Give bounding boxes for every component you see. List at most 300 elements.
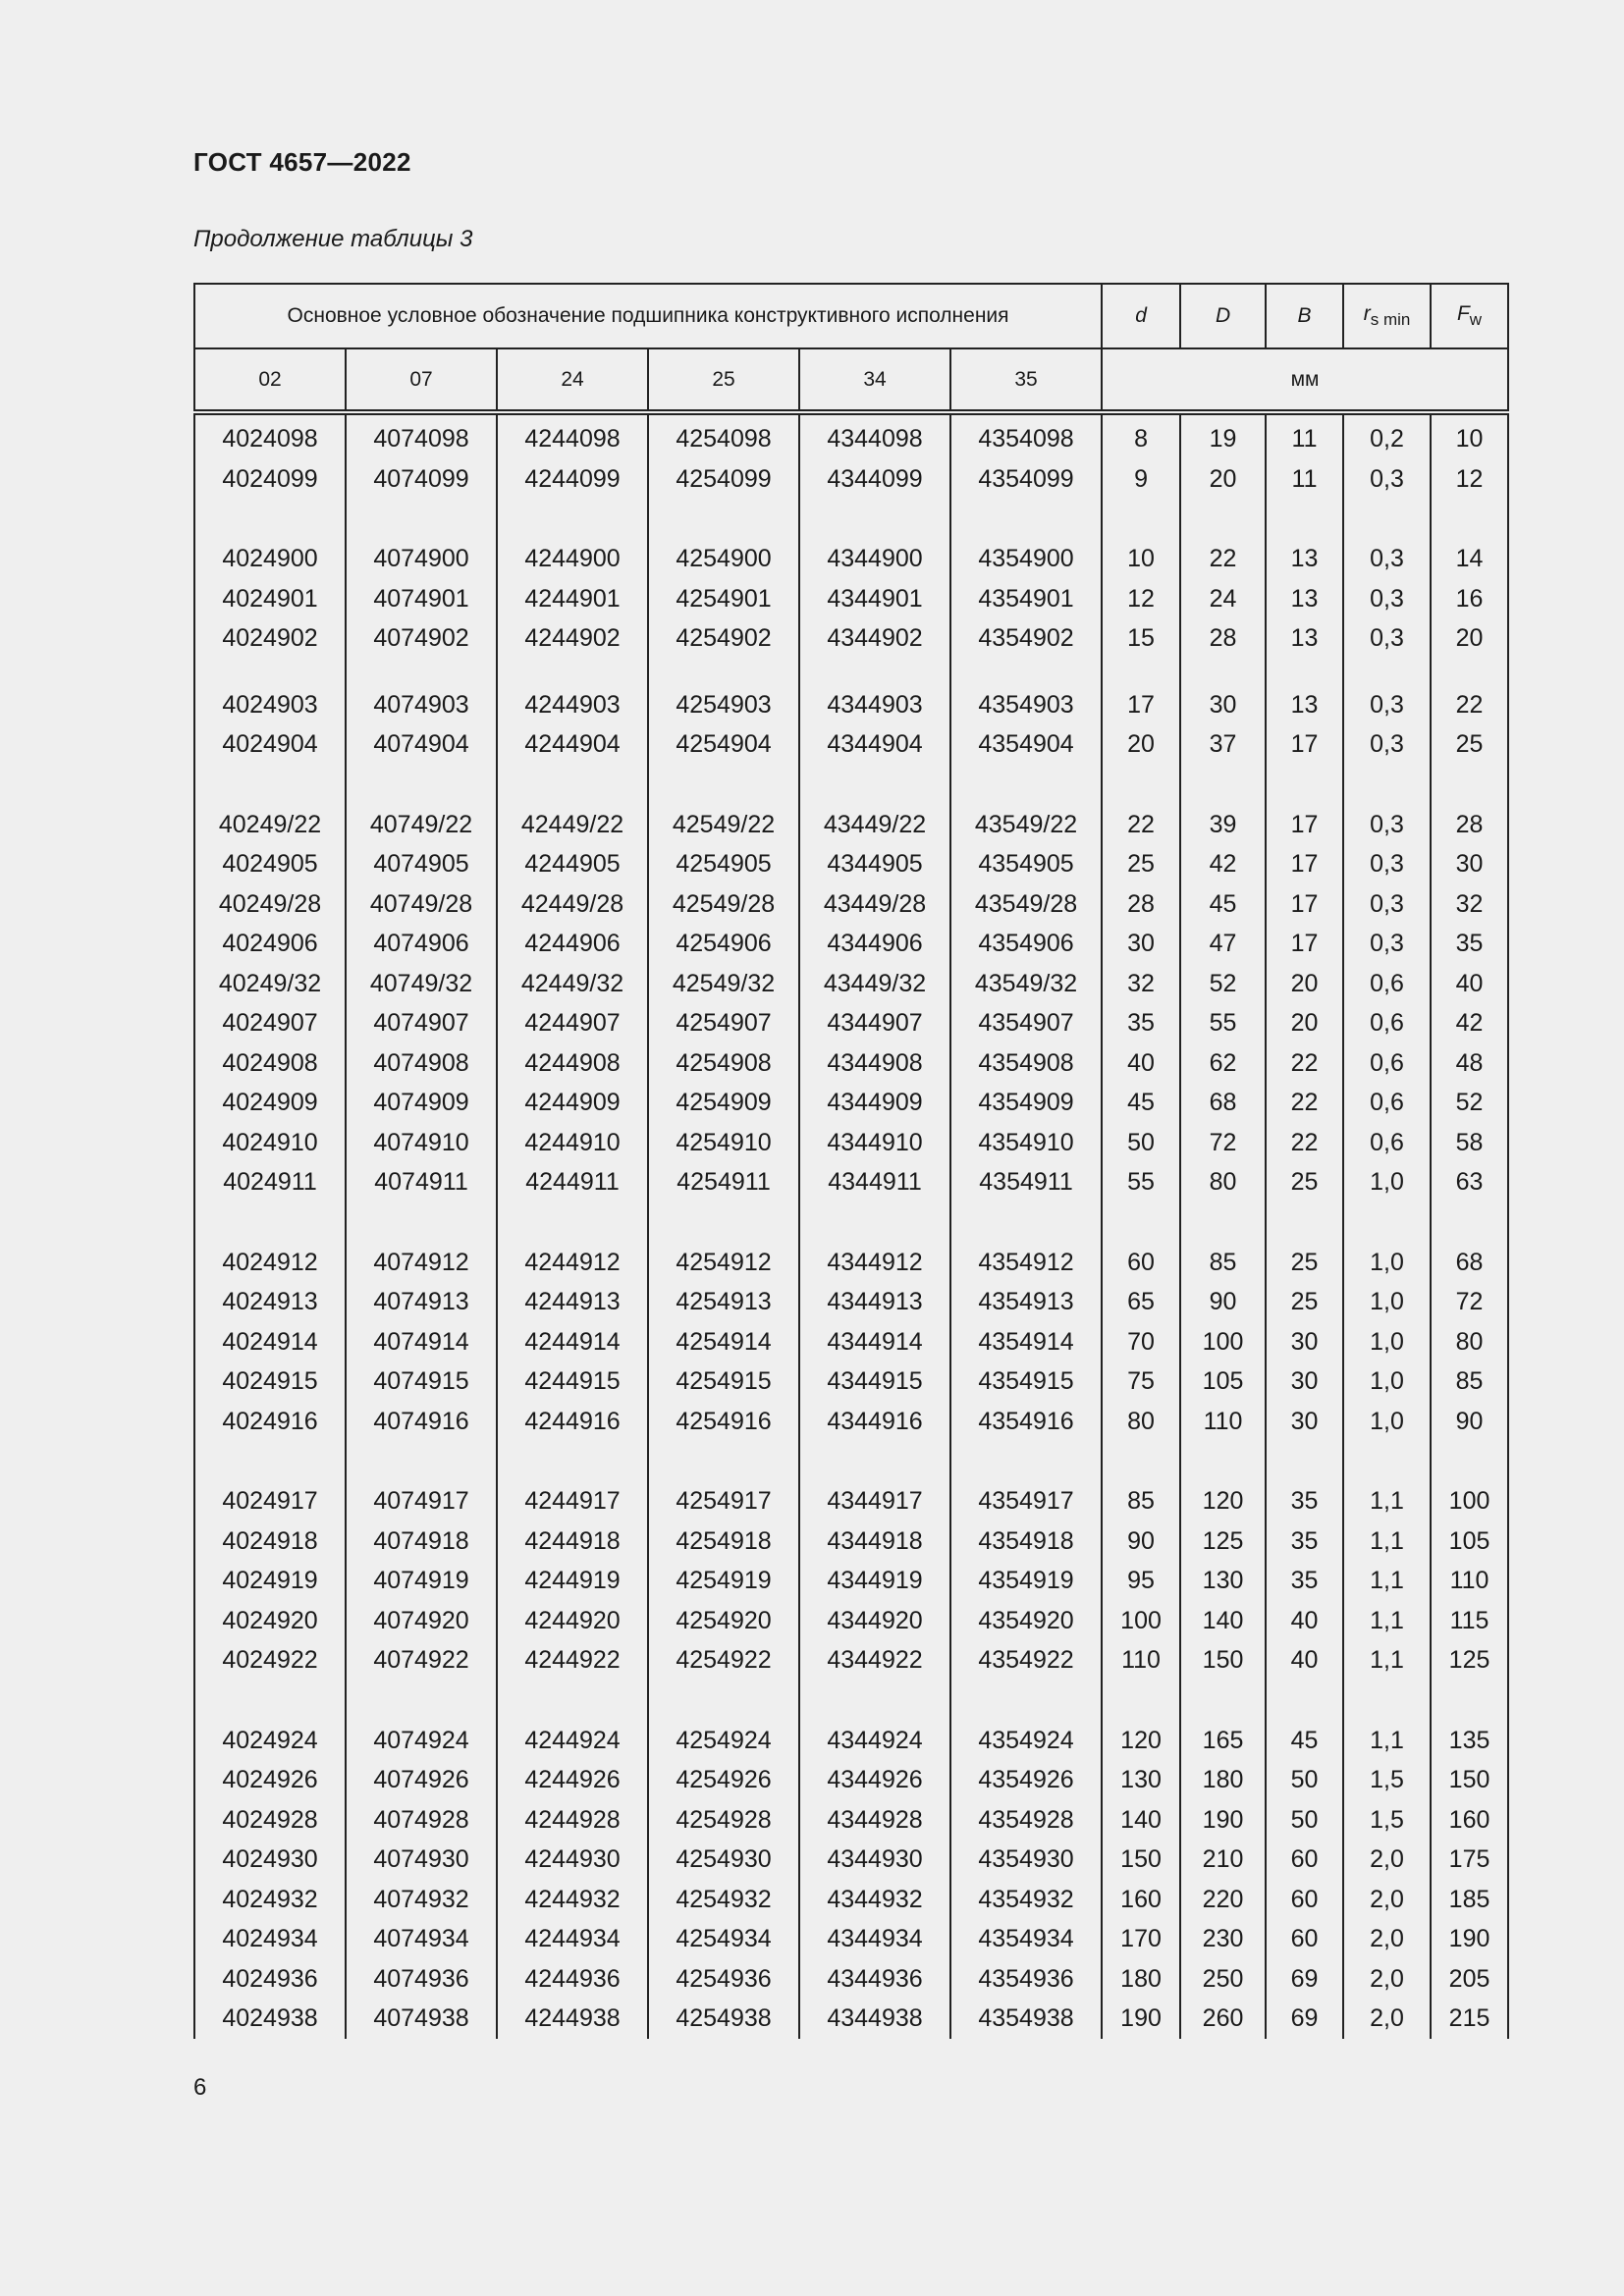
dimension-cell: 55 [1180,1003,1266,1043]
designation-cell: 4344917 [799,1481,950,1522]
designation-cell: 40749/28 [346,884,497,925]
designation-cell: 4074920 [346,1601,497,1641]
dimension-cell: 20 [1431,618,1508,659]
designation-cell: 4024913 [194,1282,346,1322]
designation-cell: 4254907 [648,1003,799,1043]
header-rs-min [1343,284,1431,348]
dimension-cell: 22 [1431,685,1508,725]
designation-cell: 4024900 [194,539,346,579]
spacer-cell [950,499,1102,539]
designation-cell: 4024909 [194,1083,346,1123]
dimension-cell: 1,5 [1343,1800,1431,1841]
spacer-cell [950,1681,1102,1721]
table-row [194,1840,1508,1880]
designation-cell: 4254910 [648,1123,799,1163]
dimension-cell: 80 [1431,1322,1508,1362]
dimension-cell: 1,0 [1343,1402,1431,1442]
dimension-cell: 62 [1180,1043,1266,1084]
dimension-cell: 13 [1266,539,1343,579]
designation-cell: 4344902 [799,618,950,659]
designation-cell: 4354099 [950,459,1102,500]
spacer-cell [950,765,1102,805]
dimension-cell: 0,3 [1343,884,1431,925]
designation-cell: 4244909 [497,1083,648,1123]
dimension-cell: 12 [1102,579,1180,619]
dimension-cell: 45 [1102,1083,1180,1123]
designation-cell: 4344905 [799,844,950,884]
designation-cell: 4344907 [799,1003,950,1043]
designation-cell: 4344916 [799,1402,950,1442]
dimension-cell: 25 [1266,1162,1343,1202]
designation-cell: 4074900 [346,539,497,579]
designation-cell: 4244902 [497,618,648,659]
designation-cell: 4254903 [648,685,799,725]
spacer-cell [346,659,497,685]
designation-cell: 4024910 [194,1123,346,1163]
designation-cell: 4354919 [950,1561,1102,1601]
designation-cell: 43449/28 [799,884,950,925]
dimension-cell: 1,1 [1343,1522,1431,1562]
designation-cell: 4244098 [497,412,648,459]
designation-cell: 4244901 [497,579,648,619]
table-row [194,685,1508,725]
dimension-cell: 110 [1431,1561,1508,1601]
dimension-cell: 72 [1431,1282,1508,1322]
spacer-cell [950,1202,1102,1243]
spacer-cell [346,765,497,805]
header-D: D [1180,284,1266,348]
designation-cell: 40249/22 [194,805,346,845]
designation-cell: 4244900 [497,539,648,579]
designation-cell: 4244916 [497,1402,648,1442]
spacer-cell [1180,1441,1266,1481]
designation-cell: 4344928 [799,1800,950,1841]
table-row [194,884,1508,925]
designation-cell: 4024916 [194,1402,346,1442]
spacer-cell [1266,659,1343,685]
dimension-cell: 48 [1431,1043,1508,1084]
spacer-cell [1102,499,1180,539]
designation-cell: 42449/32 [497,964,648,1004]
spacer-cell [346,499,497,539]
dimension-cell: 1,1 [1343,1561,1431,1601]
spacer-cell [799,1202,950,1243]
dimension-cell: 0,3 [1343,844,1431,884]
designation-cell: 4354906 [950,924,1102,964]
dimension-cell: 110 [1102,1640,1180,1681]
designation-cell: 4254930 [648,1840,799,1880]
designation-cell: 4254914 [648,1322,799,1362]
designation-cell: 4074934 [346,1919,497,1959]
designation-cell: 4074936 [346,1959,497,2000]
designation-cell: 4244936 [497,1959,648,2000]
designation-cell: 4024928 [194,1800,346,1841]
designation-cell: 4244903 [497,685,648,725]
designation-cell: 4344909 [799,1083,950,1123]
spacer-cell [950,659,1102,685]
table-row [194,579,1508,619]
dimension-cell: 14 [1431,539,1508,579]
designation-cell: 4024911 [194,1162,346,1202]
dimension-cell: 150 [1431,1760,1508,1800]
designation-cell: 40249/32 [194,964,346,1004]
row-spacer [194,1202,1508,1243]
designation-cell: 4024912 [194,1243,346,1283]
dimension-cell: 70 [1102,1322,1180,1362]
designation-cell: 4354905 [950,844,1102,884]
dimension-cell: 1,5 [1343,1760,1431,1800]
spacer-cell [497,1441,648,1481]
spacer-cell [497,1202,648,1243]
dimension-cell: 220 [1180,1880,1266,1920]
designation-cell: 4344900 [799,539,950,579]
dimension-cell: 0,3 [1343,539,1431,579]
dimension-cell: 260 [1180,1999,1266,2039]
designation-cell: 4074906 [346,924,497,964]
designation-cell: 4344098 [799,412,950,459]
dimension-cell: 0,3 [1343,924,1431,964]
dimension-cell: 1,0 [1343,1282,1431,1322]
designation-cell: 4074904 [346,724,497,765]
dimension-cell: 28 [1431,805,1508,845]
designation-cell: 4024915 [194,1362,346,1402]
dimension-cell: 0,6 [1343,1083,1431,1123]
designation-cell: 4244908 [497,1043,648,1084]
designation-cell: 4254919 [648,1561,799,1601]
designation-cell: 4244930 [497,1840,648,1880]
designation-cell: 4024924 [194,1721,346,1761]
designation-cell: 4024099 [194,459,346,500]
designation-cell: 4024932 [194,1880,346,1920]
dimension-cell: 105 [1180,1362,1266,1402]
dimension-cell: 125 [1431,1640,1508,1681]
dimension-cell: 25 [1266,1282,1343,1322]
designation-cell: 43549/22 [950,805,1102,845]
header-rs-sub: s min [1370,310,1411,329]
dimension-cell: 45 [1180,884,1266,925]
designation-cell: 4244919 [497,1561,648,1601]
designation-cell: 43449/32 [799,964,950,1004]
dimension-cell: 205 [1431,1959,1508,2000]
designation-cell: 4254932 [648,1880,799,1920]
designation-cell: 42449/22 [497,805,648,845]
designation-cell: 4024936 [194,1959,346,2000]
dimension-cell: 125 [1180,1522,1266,1562]
dimension-cell: 47 [1180,924,1266,964]
dimension-cell: 22 [1266,1123,1343,1163]
spacer-cell [1266,499,1343,539]
dimension-cell: 16 [1431,579,1508,619]
spacer-cell [194,499,346,539]
designation-cell: 4254909 [648,1083,799,1123]
designation-cell: 4024918 [194,1522,346,1562]
dimension-cell: 52 [1180,964,1266,1004]
dimension-cell: 180 [1102,1959,1180,2000]
designation-cell: 4074908 [346,1043,497,1084]
designation-cell: 4244914 [497,1322,648,1362]
designation-cell: 4074922 [346,1640,497,1681]
designation-cell: 4024905 [194,844,346,884]
designation-cell: 4074918 [346,1522,497,1562]
spacer-cell [497,499,648,539]
designation-cell: 4074932 [346,1880,497,1920]
designation-cell: 4024930 [194,1840,346,1880]
designation-cell: 4354909 [950,1083,1102,1123]
designation-cell: 43549/28 [950,884,1102,925]
dimension-cell: 55 [1102,1162,1180,1202]
table-row [194,1043,1508,1084]
dimension-cell: 85 [1180,1243,1266,1283]
spacer-cell [194,1441,346,1481]
dimension-cell: 150 [1180,1640,1266,1681]
table-row [194,724,1508,765]
designation-cell: 4344912 [799,1243,950,1283]
dimension-cell: 68 [1431,1243,1508,1283]
dimension-cell: 140 [1180,1601,1266,1641]
designation-cell: 4354903 [950,685,1102,725]
designation-cell: 4244928 [497,1800,648,1841]
designation-cell: 4354918 [950,1522,1102,1562]
designation-cell: 4254913 [648,1282,799,1322]
spacer-cell [1180,765,1266,805]
spacer-cell [1431,1441,1508,1481]
designation-cell: 4074902 [346,618,497,659]
dimension-cell: 17 [1266,844,1343,884]
designation-cell: 4074928 [346,1800,497,1841]
designation-cell: 42449/28 [497,884,648,925]
designation-cell: 4244099 [497,459,648,500]
table-row [194,1243,1508,1283]
designation-cell: 4244910 [497,1123,648,1163]
spacer-cell [346,1681,497,1721]
designation-cell: 4074903 [346,685,497,725]
spacer-cell [799,499,950,539]
dimension-cell: 120 [1180,1481,1266,1522]
designation-cell: 4344922 [799,1640,950,1681]
designation-cell: 4254901 [648,579,799,619]
table-row [194,1880,1508,1920]
dimension-cell: 42 [1180,844,1266,884]
dimension-cell: 37 [1180,724,1266,765]
dimension-cell: 30 [1266,1402,1343,1442]
dimension-cell: 175 [1431,1840,1508,1880]
designation-cell: 4354907 [950,1003,1102,1043]
designation-cell: 4354911 [950,1162,1102,1202]
designation-cell: 4354936 [950,1959,1102,2000]
designation-cell: 43549/32 [950,964,1102,1004]
designation-cell: 42549/22 [648,805,799,845]
designation-cell: 4244906 [497,924,648,964]
designation-cell: 4254904 [648,724,799,765]
table-row [194,1402,1508,1442]
spacer-cell [346,1441,497,1481]
designation-cell: 4254099 [648,459,799,500]
dimension-cell: 95 [1102,1561,1180,1601]
designation-cell: 4024902 [194,618,346,659]
designation-cell: 4254908 [648,1043,799,1084]
dimension-cell: 180 [1180,1760,1266,1800]
spacer-cell [1180,1681,1266,1721]
dimension-cell: 0,2 [1343,412,1431,459]
spacer-cell [194,765,346,805]
designation-cell: 4344919 [799,1561,950,1601]
bearing-table [193,283,1509,2039]
table-row [194,924,1508,964]
header-B: B [1266,284,1343,348]
designation-cell: 4254928 [648,1800,799,1841]
designation-cell: 4354934 [950,1919,1102,1959]
designation-cell: 4344915 [799,1362,950,1402]
dimension-cell: 30 [1431,844,1508,884]
unit-header: мм [1102,348,1508,412]
dimension-cell: 19 [1180,412,1266,459]
designation-cell: 4024919 [194,1561,346,1601]
table-row [194,964,1508,1004]
dimension-cell: 9 [1102,459,1180,500]
code-col-header: 34 [799,348,950,412]
designation-cell: 4244904 [497,724,648,765]
designation-cell: 4074099 [346,459,497,500]
row-spacer [194,1441,1508,1481]
dimension-cell: 13 [1266,618,1343,659]
dimension-cell: 0,3 [1343,805,1431,845]
dimension-cell: 63 [1431,1162,1508,1202]
spacer-cell [346,1202,497,1243]
dimension-cell: 28 [1180,618,1266,659]
dimension-cell: 140 [1102,1800,1180,1841]
designation-cell: 4354904 [950,724,1102,765]
designation-cell: 4074913 [346,1282,497,1322]
table-row [194,1362,1508,1402]
designation-cell: 4354901 [950,579,1102,619]
spacer-cell [1266,1441,1343,1481]
designation-cell: 4244912 [497,1243,648,1283]
dimension-cell: 72 [1180,1123,1266,1163]
designation-cell: 4074914 [346,1322,497,1362]
dimension-cell: 11 [1266,459,1343,500]
spacer-cell [1266,1202,1343,1243]
dimension-cell: 0,3 [1343,579,1431,619]
table-row [194,1959,1508,2000]
table-row [194,1282,1508,1322]
spacer-cell [497,765,648,805]
designation-cell: 4254934 [648,1919,799,1959]
dimension-cell: 105 [1431,1522,1508,1562]
header-d: d [1102,284,1180,348]
designation-cell: 4074911 [346,1162,497,1202]
table-row [194,1561,1508,1601]
designation-cell: 4024904 [194,724,346,765]
dimension-cell: 150 [1102,1840,1180,1880]
designation-cell: 4354915 [950,1362,1102,1402]
dimension-cell: 1,0 [1343,1162,1431,1202]
designation-cell: 4254926 [648,1760,799,1800]
spacer-cell [194,659,346,685]
table-row [194,844,1508,884]
dimension-cell: 80 [1180,1162,1266,1202]
spacer-cell [1102,659,1180,685]
designation-cell: 4024901 [194,579,346,619]
dimension-cell: 30 [1266,1322,1343,1362]
designation-cell: 4254924 [648,1721,799,1761]
designation-cell: 43449/22 [799,805,950,845]
designation-cell: 4244932 [497,1880,648,1920]
spacer-cell [648,659,799,685]
dimension-cell: 60 [1266,1840,1343,1880]
dimension-cell: 80 [1102,1402,1180,1442]
designation-cell: 4024926 [194,1760,346,1800]
dimension-cell: 90 [1431,1402,1508,1442]
dimension-cell: 10 [1102,539,1180,579]
designation-cell: 4074915 [346,1362,497,1402]
spacer-cell [950,1441,1102,1481]
designation-cell: 4254902 [648,618,799,659]
designation-cell: 4244926 [497,1760,648,1800]
spacer-cell [1343,499,1431,539]
table-row [194,805,1508,845]
dimension-cell: 130 [1102,1760,1180,1800]
designation-cell: 4344099 [799,459,950,500]
spacer-cell [799,1441,950,1481]
dimension-cell: 58 [1431,1123,1508,1163]
table-row [194,1601,1508,1641]
dimension-cell: 160 [1102,1880,1180,1920]
dimension-cell: 28 [1102,884,1180,925]
designation-cell: 4024903 [194,685,346,725]
designation-cell: 4354917 [950,1481,1102,1522]
designation-cell: 4254098 [648,412,799,459]
dimension-cell: 0,6 [1343,1043,1431,1084]
dimension-cell: 17 [1102,685,1180,725]
dimension-cell: 40 [1102,1043,1180,1084]
dimension-cell: 185 [1431,1880,1508,1920]
table-body [194,412,1508,2039]
spacer-cell [648,1202,799,1243]
designation-cell: 4354912 [950,1243,1102,1283]
designation-cell: 4354902 [950,618,1102,659]
table-row [194,1083,1508,1123]
table-row [194,1721,1508,1761]
spacer-cell [1180,499,1266,539]
designation-cell: 4074919 [346,1561,497,1601]
designation-cell: 4354930 [950,1840,1102,1880]
spacer-cell [1180,659,1266,685]
dimension-cell: 100 [1102,1601,1180,1641]
dimension-cell: 115 [1431,1601,1508,1641]
dimension-cell: 1,0 [1343,1362,1431,1402]
designation-cell: 4244934 [497,1919,648,1959]
dimension-cell: 30 [1102,924,1180,964]
row-spacer [194,499,1508,539]
dimension-cell: 39 [1180,805,1266,845]
dimension-cell: 0,3 [1343,459,1431,500]
designation-cell: 4344908 [799,1043,950,1084]
designation-cell: 4024906 [194,924,346,964]
dimension-cell: 230 [1180,1919,1266,1959]
dimension-cell: 45 [1266,1721,1343,1761]
designation-cell: 4344920 [799,1601,950,1641]
dimension-cell: 22 [1266,1083,1343,1123]
dimension-cell: 250 [1180,1959,1266,2000]
spacer-cell [1431,765,1508,805]
header-fw-main: F [1456,302,1470,325]
designation-cell: 4354938 [950,1999,1102,2039]
designation-cell: 4354924 [950,1721,1102,1761]
dimension-cell: 35 [1431,924,1508,964]
designation-cell: 4244938 [497,1999,648,2039]
dimension-cell: 2,0 [1343,1959,1431,2000]
dimension-cell: 65 [1102,1282,1180,1322]
